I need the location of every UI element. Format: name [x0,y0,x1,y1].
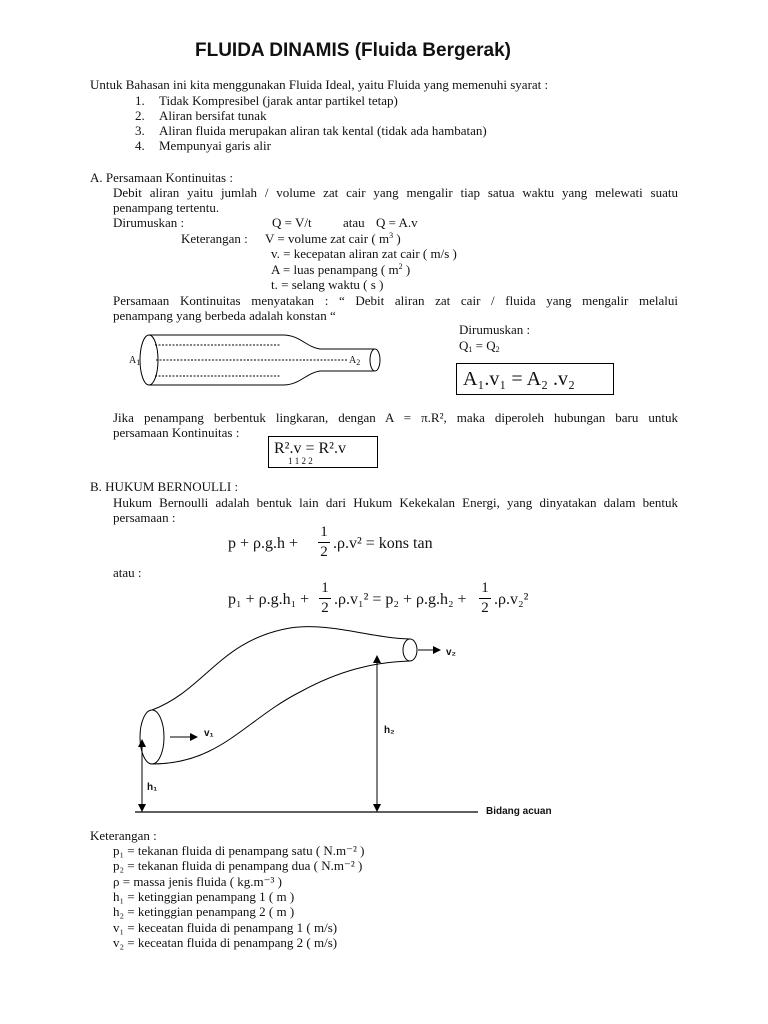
bernoulli-desc-line2: persamaan : [113,510,176,525]
continuity-equation: A₁.v₁ = A₂ .v₂ [463,368,575,390]
list-item: Tidak Kompresibel (jarak antar partikel tetap) [159,93,398,108]
legend-item: h₁ = ketinggian penampang 1 ( m ) [113,889,295,904]
continuity-equation-box [456,363,614,395]
list-item-number: 4. [135,138,145,153]
bernoulli-eq2-fraction2: 1 2 [479,580,491,617]
circle-equation: R².v = R².v [274,440,346,457]
bernoulli-eq2-part2: .ρ.v₁² = p₂ + ρ.g.h₂ + [334,591,467,608]
diagram-h1-label: h₁ [147,782,158,793]
formula-or: atau [343,215,365,230]
page-title: FLUIDA DINAMIS (Fluida Bergerak) [195,40,511,61]
bernoulli-eq2-part3: .ρ.v₂² [494,591,529,608]
diagram-h2-label: h₂ [384,725,395,736]
list-item: Aliran bersifat tunak [159,108,267,123]
legend-item: v₂ = keceatan fluida di penampang 2 ( m/s) [113,935,338,950]
list-item: Aliran fluida merupakan aliran tak kental (tidak ada hambatan) [159,123,487,138]
circle-line2: persamaan Kontinuitas : [113,425,240,440]
bernoulli-eq2-part1: p₁ + ρ.g.h₁ + [228,591,310,608]
dirumuskan-label: Dirumuskan : [113,215,185,230]
circle-equation-box [268,436,378,468]
bernoulli-eq1-left: p + ρ.g.h + [228,535,299,552]
ket-time: t. = selang waktu ( s ) [271,277,384,292]
diagram-v2-label: v₂ [446,647,457,658]
formula-q-vt: Q = V/t [272,215,312,230]
intro-text: Untuk Bahasan ini kita menggunakan Fluida Ideal, yaitu Fluida yang memenuhi syarat : [90,77,549,92]
circle-line1: Jika penampang berbentuk lingkaran, dengan A = π.R², maka diperoleh hubungan baru untuk [113,410,678,425]
bernoulli-eq1-fraction: 1 2 [318,524,330,561]
legend-item: ρ = massa jenis fluida ( kg.m⁻³ ) [113,874,282,889]
legend-heading: Keterangan : [90,828,157,843]
section-a-heading: A. Persamaan Kontinuitas : [90,170,233,185]
debit-definition-line1: Debit aliran yaitu jumlah / volume zat cair yang mengalir tiap satua waktu yang melewati suatu [113,185,678,200]
ket-velocity: v. = kecepatan aliran zat cair ( m/s ) [271,246,457,261]
ket-area: A = luas penampang ( $m^2$ ) [271,262,411,277]
legend-item: v₁ = keceatan fluida di penampang 1 ( m/s) [113,920,338,935]
diagram-reference-label: Bidang acuan [486,806,552,817]
legend-item: p₂ = tekanan fluida di penampang dua ( N.m⁻² ) [113,858,363,873]
bernoulli-desc-line1: Hukum Bernoulli adalah bentuk lain dari Hukum Kekekalan Energi, yang dinyatakan dalam bentuk [113,495,678,510]
pipe-label-a2: $A_2$ [349,355,361,367]
continuity-statement-line2: penampang yang berbeda adalah konstan “ [113,308,336,323]
atau-label: atau : [113,565,142,580]
legend-item: h₂ = ketinggian penampang 2 ( m ) [113,904,295,919]
list-item-number: 2. [135,108,145,123]
section-b-heading: B. HUKUM BERNOULLI : [90,479,239,494]
q1-equals-q2: $Q_1 = Q_2$ [459,338,500,354]
debit-definition-line2: penampang tertentu. [113,200,220,215]
pipe-label-a1: $A_1$ [129,355,141,367]
list-item-number: 3. [135,123,145,138]
dirumuskan2-label: Dirumuskan : [459,322,531,337]
legend-item: p₁ = tekanan fluida di penampang satu ( N.m⁻² ) [113,843,365,858]
bernoulli-eq1-right: .ρ.v² = kons tan [333,535,433,552]
circle-equation-subscripts: 1 1 2 2 [288,456,313,466]
formula-q-av: Q = A.v [376,215,418,230]
keterangan-label: Keterangan : [181,231,248,246]
list-item: Mempunyai garis alir [159,138,271,153]
ket-volume: V = volume zat cair ( $m^3$ ) [265,231,401,246]
list-item-number: 1. [135,93,145,108]
continuity-statement-line1: Persamaan Kontinuitas menyatakan : “ Debit aliran zat cair / fluida yang mengalir melalui [113,293,678,308]
bernoulli-eq2-fraction1: 1 2 [319,580,331,617]
diagram-v1-label: v₁ [204,728,214,739]
